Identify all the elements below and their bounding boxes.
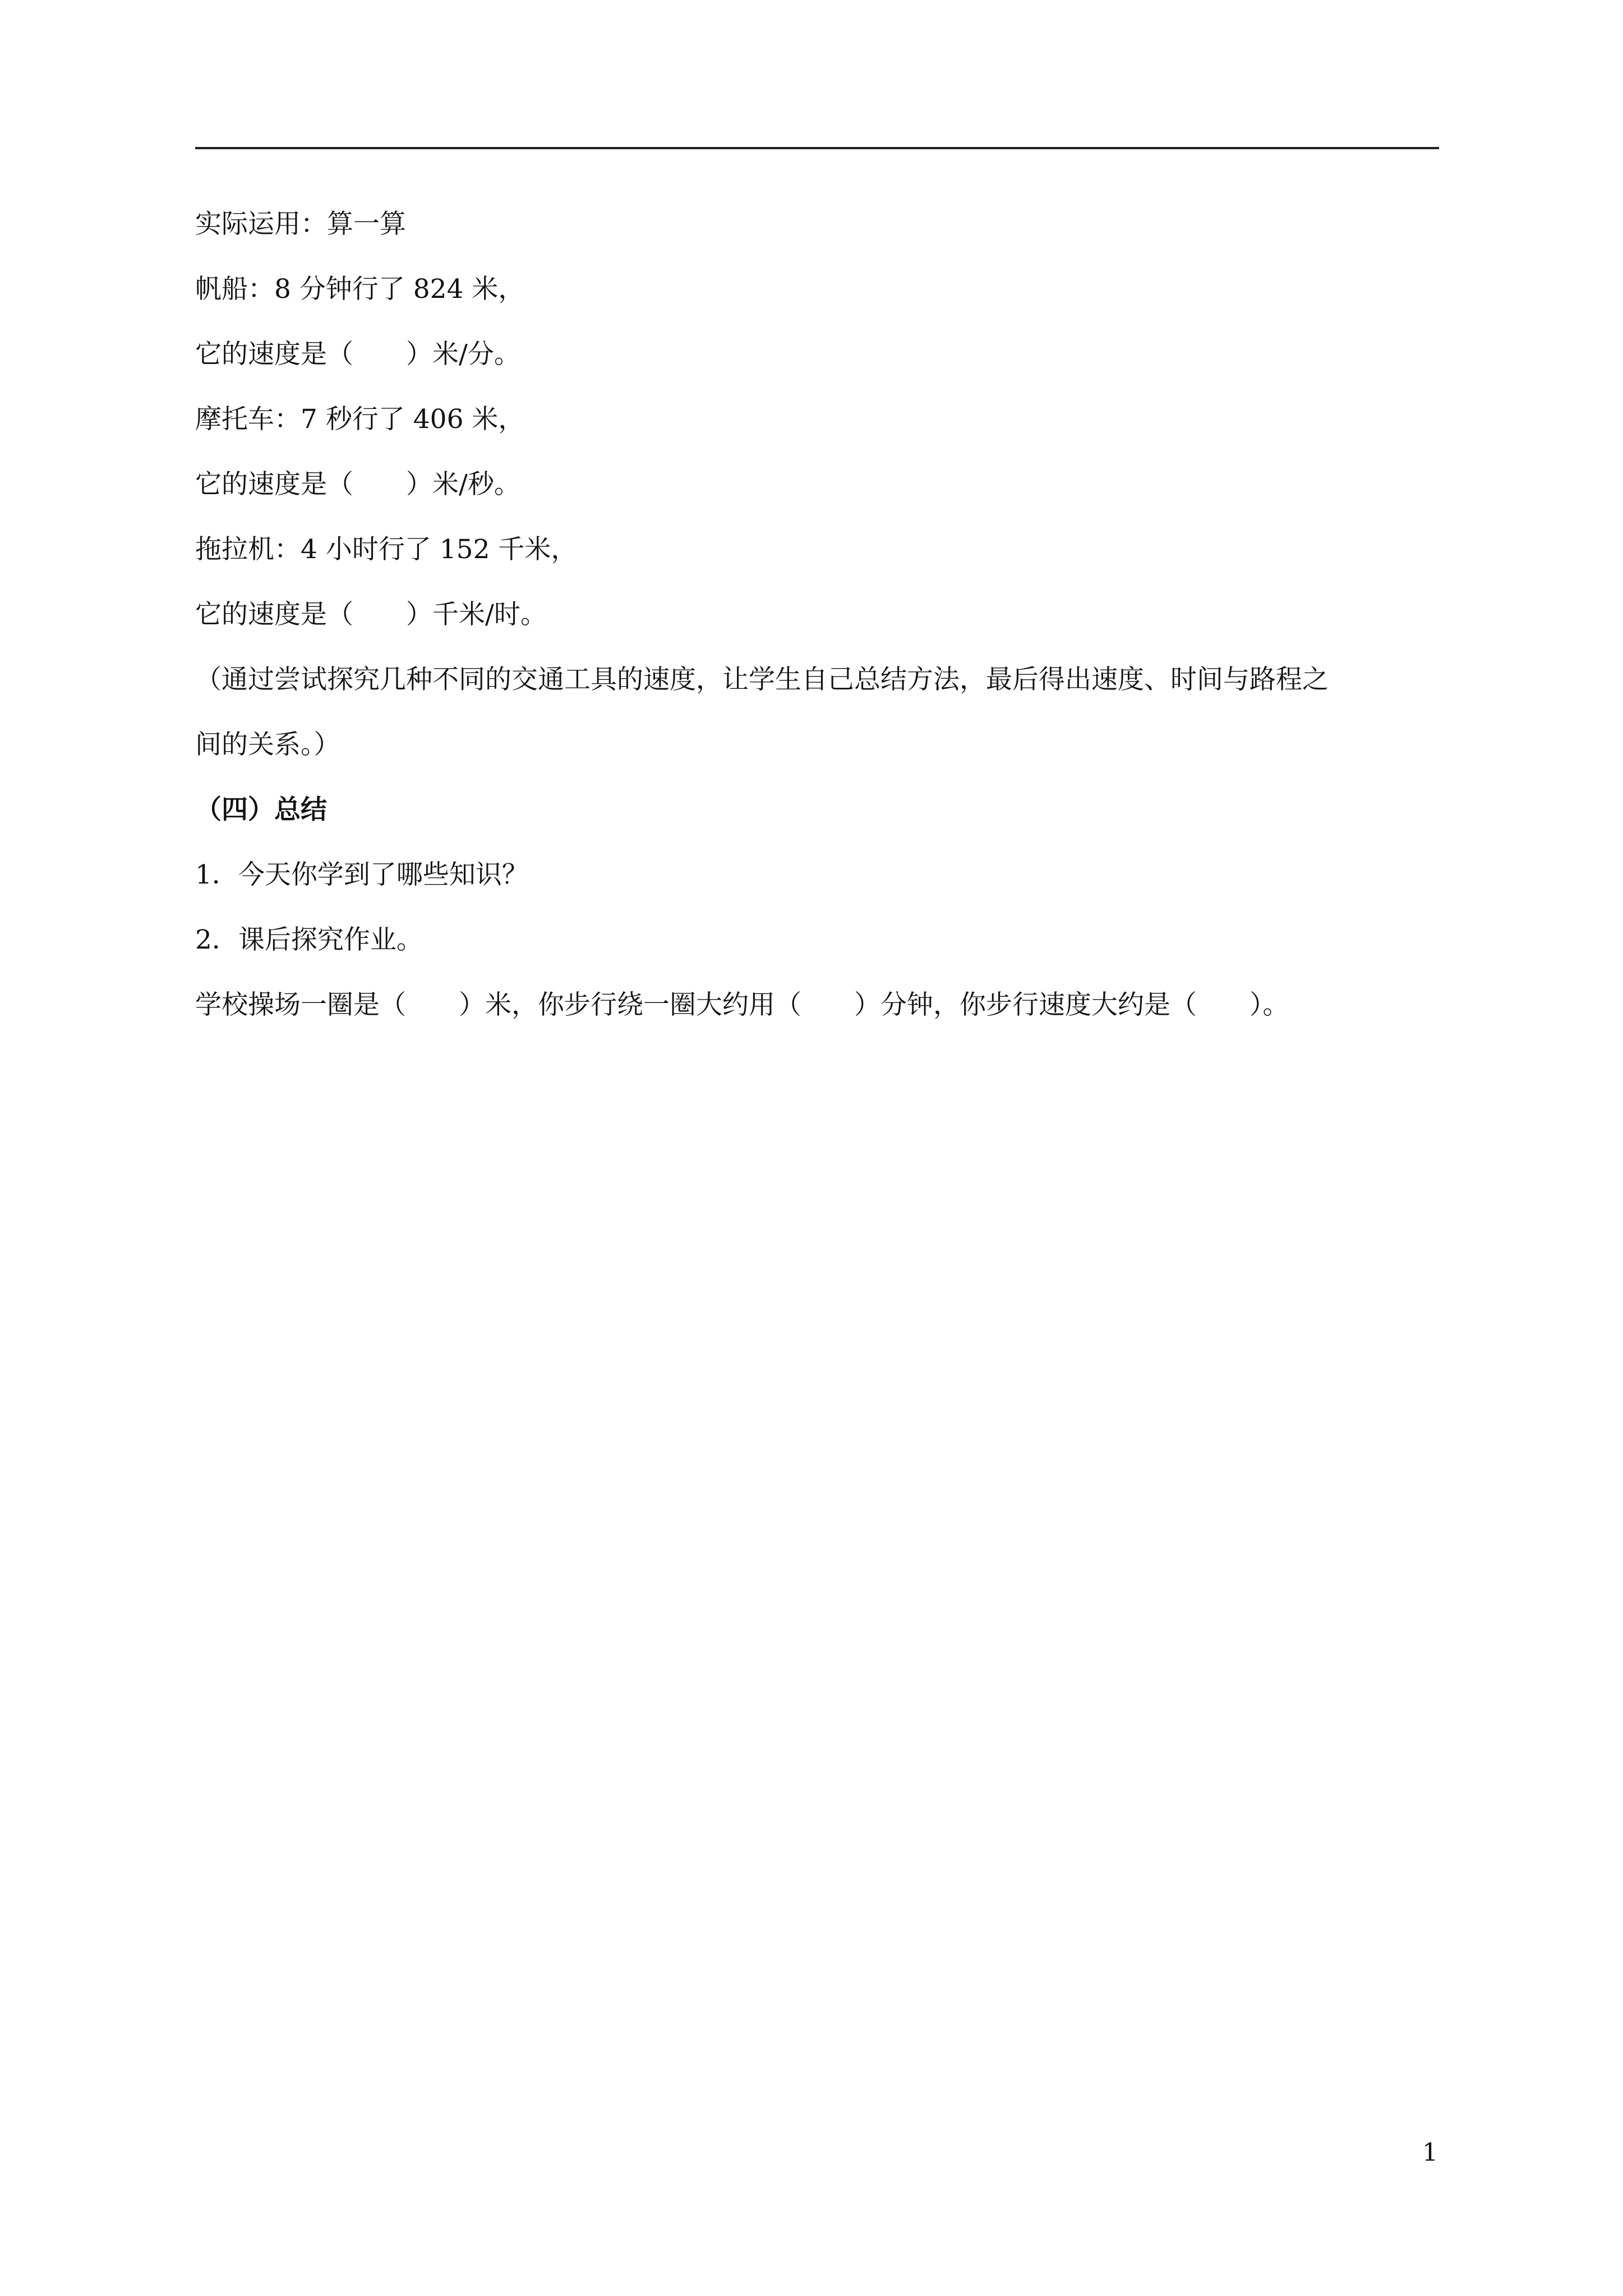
section-heading-summary: （四）总结 bbox=[195, 794, 327, 825]
tractor-speed-blank: 它的速度是（ ）千米/时。 bbox=[195, 599, 547, 630]
section-heading-practice: 实际运用：算一算 bbox=[195, 209, 406, 240]
motorcycle-speed-blank: 它的速度是（ ）米/秒。 bbox=[195, 469, 520, 500]
sailboat-speed-blank: 它的速度是（ ）米/分。 bbox=[195, 339, 520, 370]
summary-item-2: 2．课后探究作业。 bbox=[195, 924, 423, 955]
motorcycle-problem: 摩托车：7 秒行了 406 米， bbox=[195, 404, 525, 435]
tractor-problem: 拖拉机：4 小时行了 152 千米， bbox=[195, 534, 578, 565]
teaching-note-line-1: （通过尝试探究几种不同的交通工具的速度，让学生自己总结方法，最后得出速度、时间与路程之 bbox=[195, 664, 1329, 695]
document-body bbox=[195, 208, 1440, 1053]
sailboat-problem: 帆船：8 分钟行了 824 米， bbox=[195, 274, 525, 305]
page-number: 1 bbox=[1422, 2138, 1438, 2167]
teaching-note-line-2: 间的关系。） bbox=[195, 729, 340, 760]
summary-item-1: 1．今天你学到了哪些知识？ bbox=[195, 859, 528, 890]
header-rule bbox=[195, 147, 1439, 149]
homework-question: 学校操场一圈是（ ）米，你步行绕一圈大约用（ ）分钟，你步行速度大约是（ ）。 bbox=[195, 990, 1289, 1020]
